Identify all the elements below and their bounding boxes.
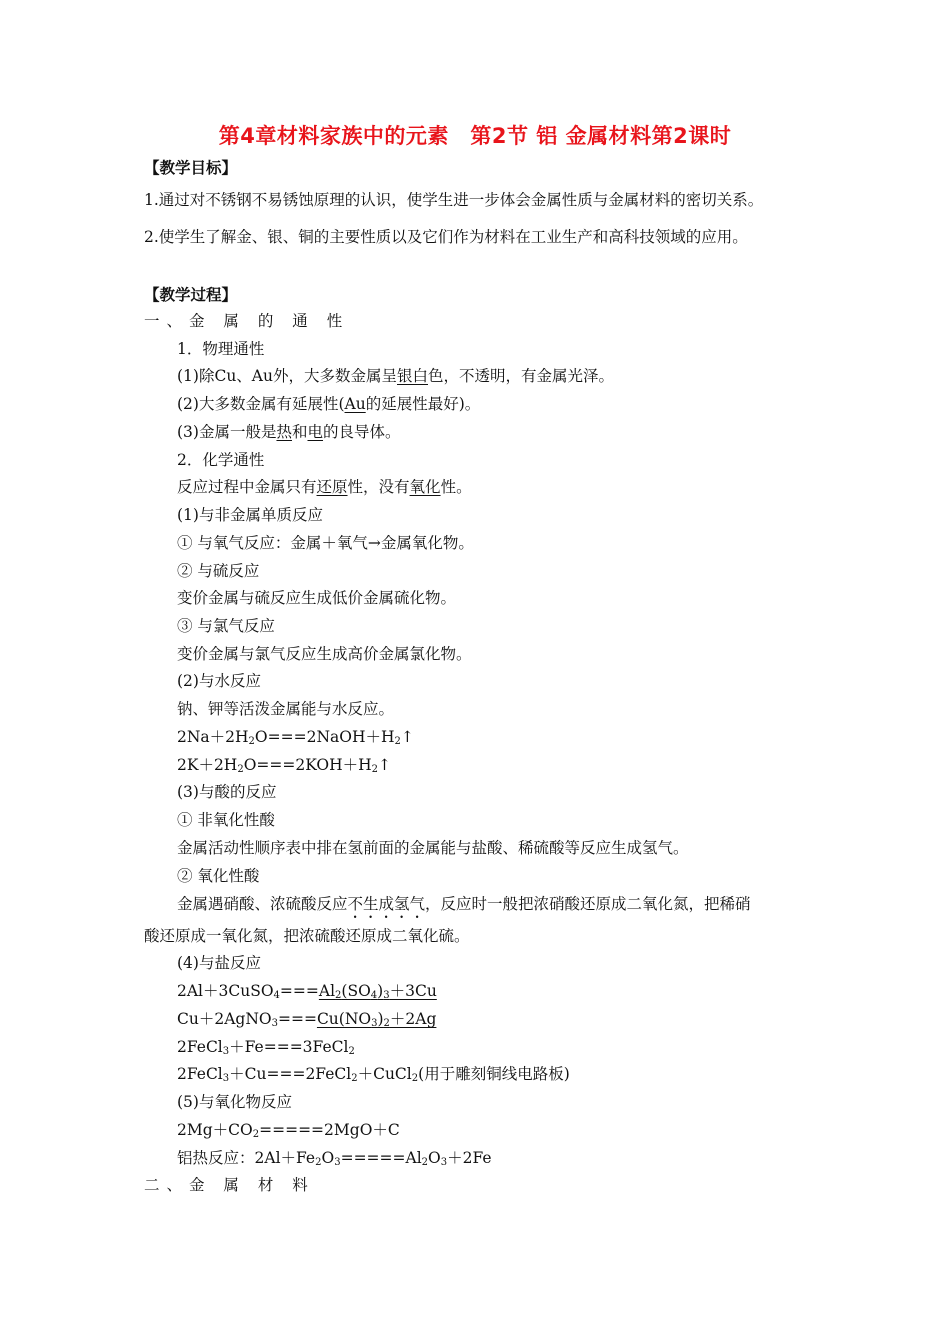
nonox-acid-desc: 金属活动性顺序表中排在氢前面的金属能与盐酸、稀硫酸等反应生成氢气。 <box>177 839 689 857</box>
equation-al-cuso4: $2Al+3CuSO_4===Al_2(SO_4)_3+3Cu$ <box>177 982 437 1001</box>
physical-line-1: (1)除Cu、Au外，大多数金属呈银白色，不透明，有金属光泽。 <box>177 367 615 385</box>
water-heading: (2)与水反应 <box>177 672 261 690</box>
chemical-intro: 反应过程中金属只有还原性，没有氧化性。 <box>177 478 472 496</box>
equation-mg-co2: $2Mg+CO_2=====2MgO+C$ <box>177 1121 400 1140</box>
equation-sodium-water: $2Na+2H_2O===2NaOH+H_2↑$ <box>177 728 414 747</box>
objective-item-1: 1.通过对不锈钢不易锈蚀原理的认识，使学生进一步体会金属性质与金属材料的密切关系。 <box>144 191 764 209</box>
ox-acid-desc: 金属遇硝酸、浓硫酸反应不生成氢气，反应时一般把浓硝酸还原成二氧化氮，把稀硝 <box>177 895 751 913</box>
chemical-heading: 2．化学通性 <box>177 451 265 469</box>
equation-fecl3-fe: 2FeCl$_3$＋Fe===3FeCl$_2$ <box>177 1038 355 1057</box>
sulfur-heading: ② 与硫反应 <box>177 562 260 580</box>
nonmetal-heading: (1)与非金属单质反应 <box>177 506 323 524</box>
chlorine-desc: 变价金属与氯气反应生成高价金属氯化物。 <box>177 645 472 663</box>
nonox-acid-heading: ① 非氧化性酸 <box>177 811 275 829</box>
physical-line-3: (3)金属一般是热和电的良导体。 <box>177 423 401 441</box>
acid-heading: (3)与酸的反应 <box>177 783 277 801</box>
sulfur-desc: 变价金属与硫反应生成低价金属硫化物。 <box>177 589 457 607</box>
oxygen-reaction: ① 与氧气反应：金属＋氧气→金属氧化物。 <box>177 534 474 552</box>
objectives-header: 【教学目标】 <box>144 159 238 177</box>
chlorine-heading: ③ 与氯气反应 <box>177 617 275 635</box>
ox-acid-heading: ② 氧化性酸 <box>177 867 260 885</box>
oxide-heading: (5)与氧化物反应 <box>177 1093 292 1111</box>
equation-potassium-water: $2K+2H_2O===2KOH+H_2↑$ <box>177 756 392 775</box>
section-heading-metal-materials: 二、金 属 材 料 <box>144 1176 315 1194</box>
salt-heading: (4)与盐反应 <box>177 954 261 972</box>
physical-heading: 1．物理通性 <box>177 340 265 358</box>
equation-thermite: 铝热反应：$2Al+Fe_2O_3=====Al_2O_3+2Fe$ <box>177 1149 492 1168</box>
equation-fecl3-cu: 2FeCl$_3$＋Cu===2FeCl$_2$＋CuCl$_2$(用于雕刻铜线电路板) <box>177 1065 570 1084</box>
physical-line-2: (2)大多数金属有延展性(Au的延展性最好)。 <box>177 395 481 413</box>
process-header: 【教学过程】 <box>144 286 238 304</box>
page-title: 第4章材料家族中的元素 第2节 铝 金属材料第2课时 <box>218 124 732 148</box>
objective-item-2: 2.使学生了解金、银、铜的主要性质以及它们作为材料在工业生产和高科技领域的应用。 <box>144 228 748 246</box>
equation-cu-agno3: $Cu+2AgNO_3===Cu(NO_3)_2+2Ag$ <box>177 1010 437 1029</box>
section-heading-general-properties: 一、金 属 的 通 性 <box>144 312 350 330</box>
ox-acid-desc-cont: 酸还原成一氧化氮，把浓硫酸还原成二氧化硫。 <box>144 927 470 945</box>
water-desc: 钠、钾等活泼金属能与水反应。 <box>177 700 395 718</box>
